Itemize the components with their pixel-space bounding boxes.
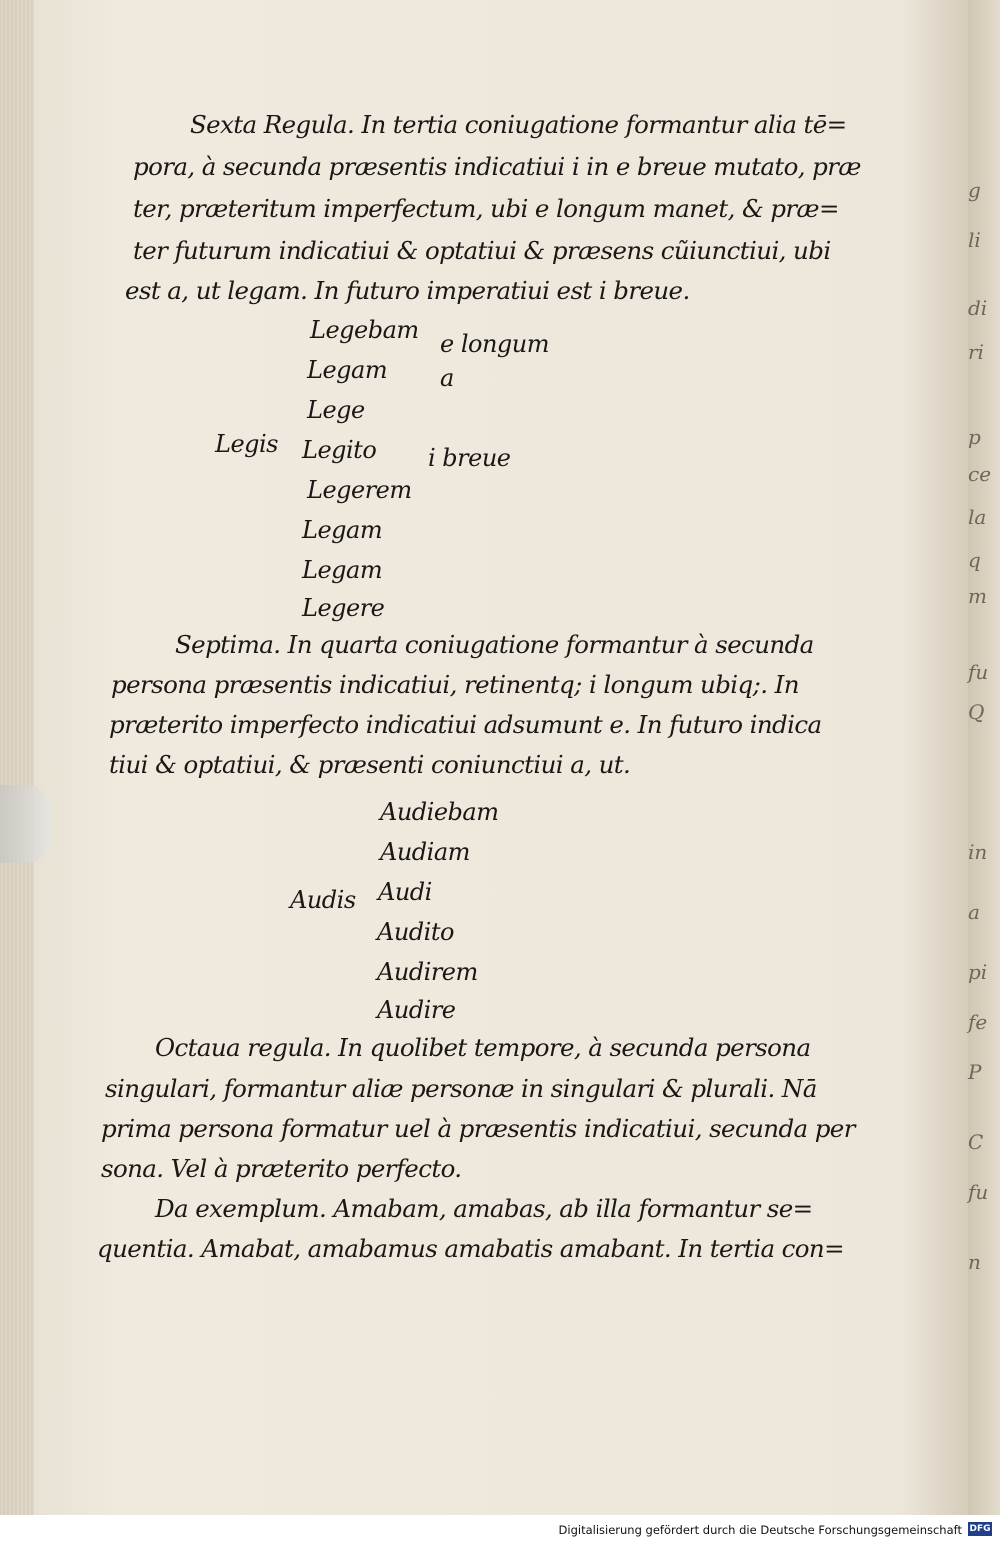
margin-letter: fu	[968, 1180, 989, 1204]
page-edges	[0, 0, 34, 1515]
text-line: Octaua regula. In quolibet tempore, à secunda persona	[155, 1033, 811, 1062]
margin-letter: pi	[968, 960, 988, 984]
text-line: Da exemplum. Amabam, amabas, ab illa formantur se=	[155, 1194, 813, 1223]
margin-letter: ce	[968, 462, 992, 486]
text-line: prima persona formatur uel à præsentis indicatiui, secunda per	[101, 1114, 855, 1143]
conjugation-form: Audi	[378, 878, 432, 906]
text-line: est a, ut legam. In futuro imperatiui est i breue.	[125, 276, 690, 305]
conjugation-root: Legis	[215, 430, 278, 458]
next-page-margin	[968, 0, 1000, 1515]
margin-letter: ri	[968, 340, 984, 364]
margin-letter: g	[968, 178, 981, 202]
text-line: singulari, formantur aliæ personæ in singulari & plurali. Nā	[105, 1074, 817, 1103]
conjugation-form: Legam	[302, 556, 383, 584]
margin-letter: Q	[968, 700, 985, 724]
margin-letter: C	[968, 1130, 984, 1154]
text-line: pora, à secunda præsentis indicatiui i in e breue mutato, præ	[133, 152, 861, 181]
margin-letter: fu	[968, 660, 989, 684]
footer-bar	[0, 1515, 1000, 1545]
text-line: quentia. Amabat, amabamus amabatis amabant. In tertia con=	[97, 1234, 845, 1263]
text-line: Sexta Regula. In tertia coniugatione formantur alia tē=	[190, 110, 847, 139]
margin-letter: p	[968, 425, 981, 449]
conjugation-form: Audiam	[380, 838, 470, 866]
conjugation-form: Legito	[302, 436, 377, 464]
conjugation-form: Legerem	[307, 476, 412, 504]
conjugation-form: Legebam	[310, 316, 419, 344]
margin-letter: fe	[968, 1010, 988, 1034]
conjugation-form: Audire	[377, 996, 456, 1024]
funding-credit: Digitalisierung gefördert durch die Deutsche Forschungsgemeinschaft	[558, 1523, 962, 1537]
conjugation-root: Audis	[290, 886, 356, 914]
conjugation-note: a	[440, 364, 454, 392]
conjugation-form: Lege	[307, 396, 365, 424]
conjugation-form: Legere	[302, 594, 385, 622]
margin-letter: P	[968, 1060, 982, 1084]
conjugation-form: Audito	[377, 918, 454, 946]
clip-tab	[0, 785, 52, 863]
text-line: tiui & optatiui, & præsenti coniunctiui a, ut.	[109, 750, 631, 779]
dfg-logo: DFG	[969, 1524, 991, 1534]
conjugation-form: Legam	[302, 516, 383, 544]
conjugation-form: Audirem	[377, 958, 478, 986]
margin-letter: la	[968, 505, 987, 529]
text-line: ter futurum indicatiui & optatiui & præsens cũiunctiui, ubi	[133, 236, 831, 265]
conjugation-form: Audiebam	[380, 798, 499, 826]
conjugation-form: Legam	[307, 356, 388, 384]
conjugation-note: i breue	[428, 444, 511, 472]
margin-letter: m	[968, 584, 987, 608]
margin-letter: q	[968, 548, 981, 572]
margin-letter: n	[968, 1250, 981, 1274]
margin-letter: di	[968, 296, 988, 320]
text-line: persona præsentis indicatiui, retinentq; i longum ubiq;. In	[111, 670, 799, 699]
conjugation-note: e longum	[440, 330, 549, 358]
margin-letter: a	[968, 900, 980, 924]
text-line: sona. Vel à præterito perfecto.	[101, 1154, 462, 1183]
text-line: præterito imperfecto indicatiui adsumunt e. In futuro indica	[109, 710, 822, 739]
margin-letter: li	[968, 228, 981, 252]
margin-letter: in	[968, 840, 988, 864]
text-line: Septima. In quarta coniugatione formantur à secunda	[175, 630, 814, 659]
text-line: ter, præteritum imperfectum, ubi e longum manet, & præ=	[133, 194, 839, 223]
